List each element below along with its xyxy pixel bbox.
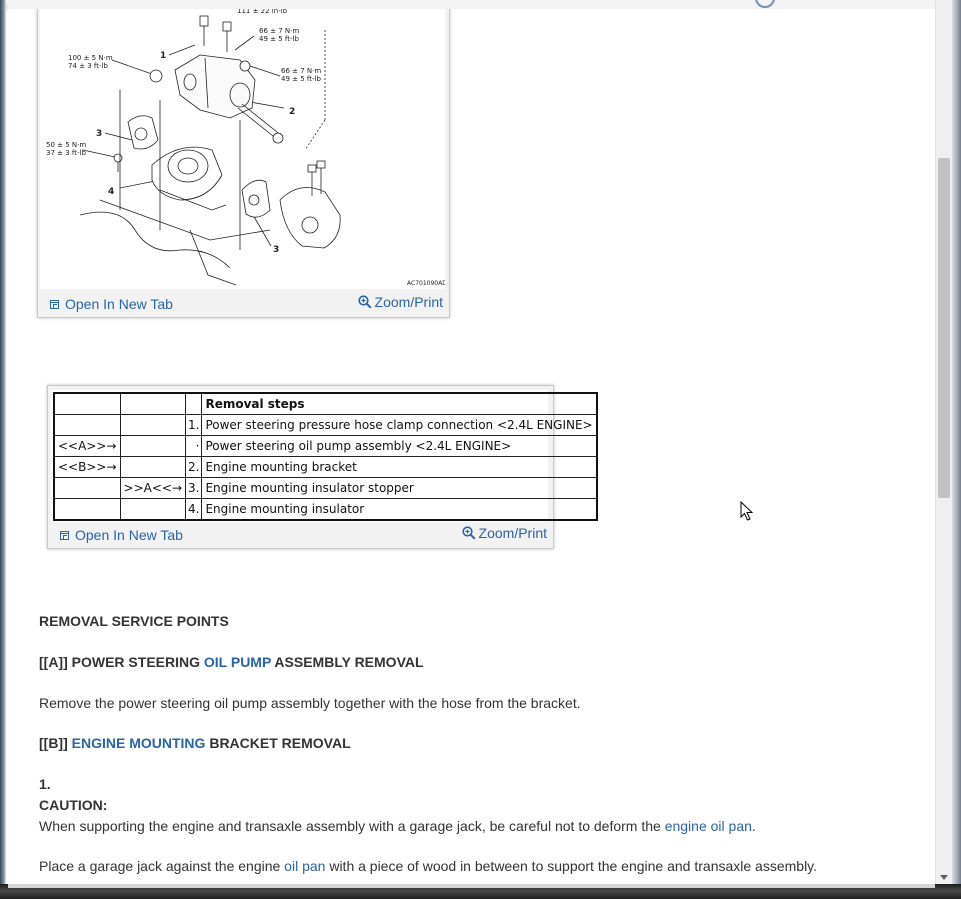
engine-mount-diagram	[40, 9, 445, 289]
removal-steps-table	[53, 392, 598, 521]
torque-label: 100 ± 5 N·m	[68, 54, 113, 62]
scroll-down-arrow-icon[interactable]	[940, 875, 948, 880]
callout-number: 3	[96, 129, 103, 139]
figure-toolbar	[38, 289, 449, 317]
scrollbar-thumb[interactable]	[938, 158, 950, 498]
vertical-scrollbar[interactable]	[935, 0, 953, 884]
callout-number: 2	[289, 107, 296, 117]
torque-label: 66 ± 7 N·m	[259, 27, 300, 35]
step-number: 1.	[39, 776, 51, 792]
open-new-tab-icon	[60, 531, 69, 540]
removal-steps-figure	[47, 385, 593, 549]
open-in-new-tab-link[interactable]	[60, 527, 183, 543]
browser-toolbar-edge	[8, 0, 935, 9]
engine-oil-pan-link[interactable]: engine oil pan	[664, 818, 752, 834]
table-header-row	[54, 393, 597, 415]
open-in-new-tab-label: Open In New Tab	[75, 527, 183, 543]
torque-label: 49 ± 5 ft-lb	[281, 75, 321, 83]
zoom-print-link[interactable]	[358, 294, 443, 310]
toolbar-button-icon[interactable]	[755, 0, 775, 8]
table-row: <<B>>→ 2. Engine mounting bracket	[54, 457, 597, 478]
torque-label: 74 ± 3 ft-lb	[68, 62, 108, 70]
caution-text: When supporting the engine and transaxle assembly with a garage jack, be careful not to deform the engine oil pan.	[39, 818, 756, 834]
removal-steps-image	[51, 390, 593, 522]
table-row: 1. Power steering pressure hose clamp connection <2.4L ENGINE>	[54, 415, 597, 436]
diagram-svg	[40, 9, 445, 289]
caution-label: CAUTION:	[39, 797, 108, 813]
magnifier-icon	[462, 526, 476, 540]
torque-top-label: 111 ± 22 in-lb	[237, 9, 288, 15]
zoom-print-link[interactable]	[462, 525, 547, 541]
torque-label: 37 ± 3 ft-lb	[46, 149, 86, 157]
oil-pan-link[interactable]: oil pan	[284, 858, 326, 874]
engine-mount-figure	[37, 9, 450, 318]
torque-label: 49 ± 5 ft-lb	[259, 35, 299, 43]
taskbar-edge	[0, 884, 961, 899]
torque-label: 66 ± 7 N·m	[281, 67, 322, 75]
callout-number: 4	[108, 187, 115, 197]
mouse-pointer-icon	[740, 501, 754, 522]
paragraph: Place a garage jack against the engine oil pan with a piece of wood in between to support the engine and transaxle assembly.	[39, 858, 818, 874]
engine-mounting-link[interactable]: ENGINE MOUNTING	[71, 735, 206, 751]
open-new-tab-icon	[50, 300, 59, 309]
table-row: 4. Engine mounting insulator	[54, 499, 597, 521]
table-row: <<A>>→ · Power steering oil pump assembly <2.4L ENGINE>	[54, 436, 597, 457]
callout-number: 1	[160, 51, 167, 61]
open-in-new-tab-label: Open In New Tab	[65, 296, 173, 312]
paragraph: Remove the power steering oil pump assembly together with the hose from the bracket.	[39, 695, 581, 711]
figure-toolbar	[48, 520, 553, 548]
window-left-edge	[0, 0, 6, 899]
oil-pump-link[interactable]: OIL PUMP	[203, 654, 272, 670]
section-heading: REMOVAL SERVICE POINTS	[39, 613, 229, 629]
callout-number: 3	[273, 245, 280, 255]
subheading-b: [[B]] ENGINE MOUNTING BRACKET REMOVAL	[39, 735, 351, 751]
table-header: Removal steps	[202, 393, 597, 415]
document-viewport	[8, 9, 935, 884]
window-right-edge	[952, 0, 961, 899]
open-in-new-tab-link[interactable]	[50, 296, 173, 312]
table-row: >>A<<→ 3. Engine mounting insulator stopper	[54, 478, 597, 499]
zoom-print-label: Zoom/Print	[374, 294, 443, 310]
zoom-print-label: Zoom/Print	[478, 525, 547, 541]
magnifier-icon	[358, 295, 372, 309]
subheading-a: [[A]] POWER STEERING OIL PUMP ASSEMBLY REMOVAL	[39, 654, 424, 670]
torque-label: 50 ± 5 N·m	[46, 141, 87, 149]
diagram-code: AC701090AD	[407, 280, 445, 287]
